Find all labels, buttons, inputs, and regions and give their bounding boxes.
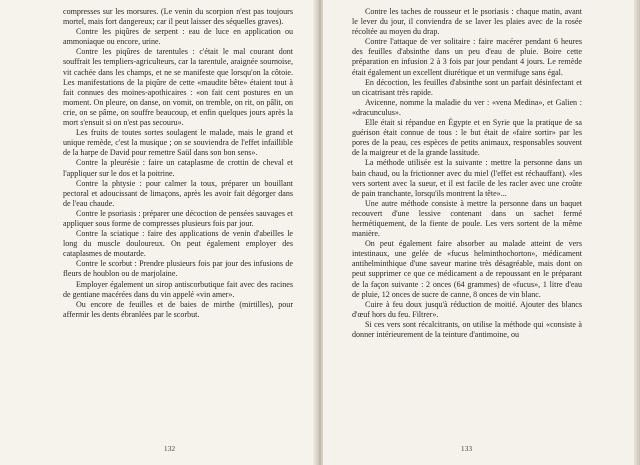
paragraph: Si ces vers sont récalcitrants, on utilise la méthode qui «consiste à donner intérieurement de la teinture d'antimoine, ou <box>352 319 582 339</box>
book-edge-right <box>634 0 640 465</box>
paragraph: compresses sur les morsures. (Le venin du scorpion n'est pas toujours mortel, mais fort dangereux; car il peut laisser des séquelles graves). <box>63 7 293 27</box>
paragraph: Avicenne, nomme la maladie du ver : «vena Medina», et Galien : «dracunculus». <box>352 97 582 117</box>
paragraph: Contre l'attaque de ver solitaire : faire macérer pendant 6 heures des feuilles d'absinthe dans un peu d'eau de pluie. Boire cette préparation en infusion 2 à 3 fois par jour pendant 4 jours. Le remède était également un excellent diurétique et un vermifuge sans égal. <box>352 37 582 77</box>
paragraph: Contre les taches de rousseur et le psoriasis : chaque matin, avant le lever du jour, il conviendra de se laver les plaies avec de la rosée récoltée au moyen du drap. <box>352 7 582 37</box>
paragraph: Contre les piqûres de serpent : eau de luce en application ou ammoniaque ou encore, urine. <box>63 27 293 47</box>
paragraph: Cuire à feu doux jusqu'à réduction de moitié. Ajouter des blancs d'œuf hors du feu. Filtrer». <box>352 299 582 319</box>
paragraph: Elle était si répandue en Égypte et en Syrie que la pratique de sa guérison était connue de tous : le but était de «faire sortir» par les pores de la peau, ces espèces de petits animaux, responsables souvent de la maigreur et de la grande lassitude. <box>352 118 582 158</box>
right-page-number: 133 <box>460 444 473 453</box>
paragraph: Ou encore de feuilles et de baies de mirthe (mirtilles), pour affermir les dents ébranlées par le scorbut. <box>63 299 293 319</box>
right-page-body <box>352 7 582 340</box>
paragraph: Contre la sciatique : faire des applications de venin d'abeilles le long du muscle douloureux. On peut également employer des cataplasmes de moutarde. <box>63 229 293 259</box>
right-page <box>323 0 640 465</box>
paragraph: Contre la phtysie : pour calmer la toux, préparer un bouillant pectoral et adoucissant de limaçons, après les avoir fait dégorger dans de l'eau chaude. <box>63 178 293 208</box>
left-page-body <box>63 7 293 320</box>
paragraph: Contre les piqûres de tarentules : c'était le mal courant dont souffrait les templiers-agriculteurs, car la tarentule, araignée sournoise, vit cachée dans les champs, et ne se manifeste que lorsqu'on la côtoie. Les manifestations de la piqûre de cette «maudite bête» étaient tout à fait connues des moines-apothicaires : «on fait cent postures en un moment. On pleure, on danse, on vomit, on tremble, on rit, on pâlit, on crie, on se pâme, on souffre beaucoup, et enfin quelques jours après la mort s'ensuit si on n'est pas secouru». <box>63 47 293 128</box>
paragraph: On peut également faire absorber au malade atteint de vers intestinaux, une gelée de «fucus helminthochorton», médicament antihelminthique d'une saveur marine très désagréable, mais dont on peut supprimer ce que ce médicament a de repoussant en le préparant de la façon suivante : 2 onces (64 grammes) de «fucus», 1 litre d'eau de pluie, 12 onces de sucre de canne, 8 onces de vin blanc. <box>352 239 582 299</box>
paragraph: En décoction, les feuilles d'absinthe sont un parfait désinfectant et un cicatrisant très rapide. <box>352 77 582 97</box>
paragraph: Une autre méthode consiste à mettre la personne dans un baquet recouvert d'une lessive contenant dans un sachet fermé hermétiquement, de la fiente de poule. Les vers sortent de la même manière. <box>352 198 582 239</box>
paragraph: La méthode utilisée est la suivante : mettre la personne dans un bain chaud, ou la frictionner avec du miel (l'effet est réchauffant). «les vers sortent avec la sueur, et il est facile de les racler avec une croûte de pain tranchante, lorsqu'ils montrent la tête»... <box>352 158 582 198</box>
paragraph: Contre le scorbut : Prendre plusieurs fois par jour des infusions de fleurs de houblon ou de marjolaine. <box>63 259 293 279</box>
left-page <box>0 0 317 465</box>
paragraph: Employer également un sirop antiscorbutique fait avec des racines de gentiane macérées dans du vin appelé «vin amer». <box>63 279 293 299</box>
paragraph: Contre la pleurésie : faire un cataplasme de crottin de cheval et l'appliquer sur le dos et la poitrine. <box>63 158 293 178</box>
paragraph: Contre le psoriasis : préparer une décoction de pensées sauvages et appliquer sous forme de compresses plusieurs fois par jour. <box>63 208 293 228</box>
paragraph: Les fruits de toutes sortes soulagent le malade, mais le grand et unique remède, c'est la musique ; on se souviendra de l'effet infaillible de la harpe de David pour remettre Saül dans son bon sens». <box>63 128 293 158</box>
left-page-number: 132 <box>163 444 176 453</box>
